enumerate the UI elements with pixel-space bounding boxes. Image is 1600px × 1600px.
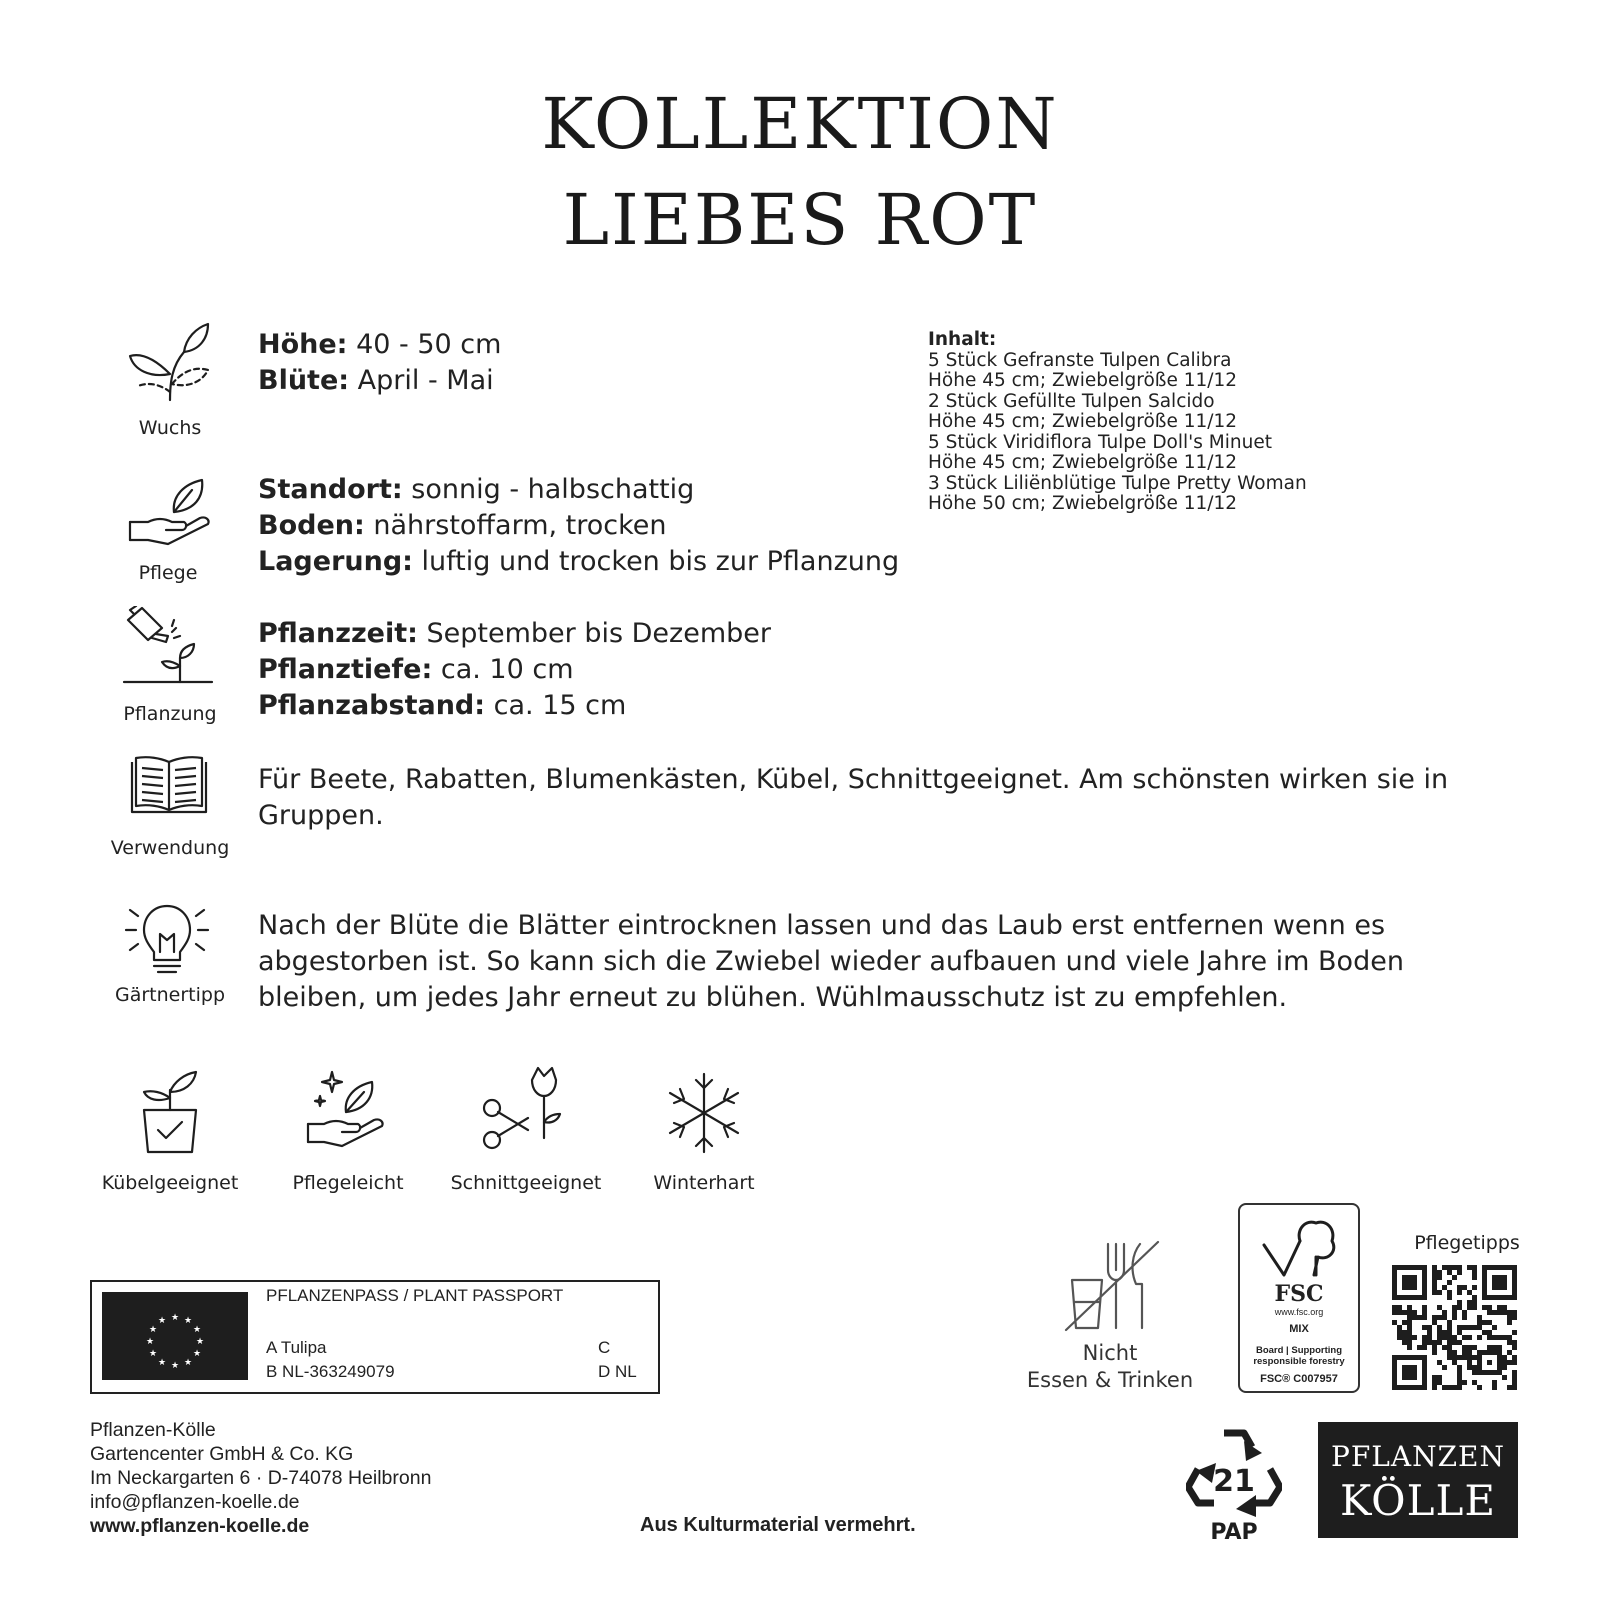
svg-text:★: ★ (145, 1337, 155, 1347)
feature-label-kuebelgeeignet: Kübelgeeignet (101, 1172, 239, 1194)
qr-code-icon[interactable] (1392, 1265, 1517, 1390)
attribute-line: Boden: nährstoffarm, trocken (258, 510, 667, 541)
pflanzen-koelle-logo (1318, 1422, 1518, 1538)
hand-sparkle-leaf-icon (306, 1070, 384, 1150)
attributes-wuchs (258, 327, 501, 399)
svg-text:★: ★ (195, 1337, 205, 1347)
title-line-2: LIEBES ROT (562, 179, 1038, 261)
passport-d: D NL (598, 1362, 637, 1381)
passport-c: C (598, 1338, 611, 1357)
company-address (90, 1418, 431, 1538)
inhalt-line: 3 Stück Liliënblütige Tulpe Pretty Woman (928, 472, 1307, 494)
feature-label-winterhart: Winterhart (653, 1172, 755, 1194)
not-food-label (1020, 1340, 1200, 1394)
text-line: Gruppen. (258, 800, 384, 831)
attribute-line: Höhe: 40 - 50 cm (258, 329, 502, 360)
fsc-brand: FSC (1274, 1281, 1324, 1307)
svg-text:★: ★ (192, 1349, 202, 1359)
text-line: bleiben, um jedes Jahr erneut zu blühen. Wühlmausschutz ist zu empfehlen. (258, 982, 1288, 1013)
pot-check-icon (140, 1070, 200, 1154)
fsc-code: FSC® C007957 (1260, 1373, 1338, 1385)
address-line: Pflanzen-Kölle (90, 1419, 216, 1441)
attribute-line: Blüte: April - Mai (258, 365, 494, 396)
snowflake-icon (666, 1072, 742, 1154)
book-icon (130, 756, 208, 818)
lightbulb-icon (124, 900, 210, 976)
svg-text:★: ★ (170, 1313, 180, 1323)
attribute-line: Pflanzzeit: September bis Dezember (258, 618, 771, 649)
svg-text:★: ★ (148, 1349, 158, 1359)
fsc-label (1238, 1203, 1360, 1393)
svg-text:★: ★ (192, 1325, 202, 1335)
passport-b: B NL-363249079 (266, 1362, 395, 1381)
logo-line-1: PFLANZEN (1331, 1440, 1505, 1473)
attribute-line: Pflanzabstand: ca. 15 cm (258, 690, 627, 721)
qr-label: Pflegetipps (1414, 1232, 1520, 1254)
attribute-line: Lagerung: luftig und trocken bis zur Pflanzung (258, 546, 900, 577)
inhalt-line: Höhe 50 cm; Zwiebelgröße 11/12 (928, 493, 1238, 514)
section-label-wuchs: Wuchs (138, 417, 202, 439)
plant-passport (90, 1280, 660, 1394)
attribute-line: Standort: sonnig - halbschattig (258, 474, 695, 505)
website-link[interactable]: www.pflanzen-koelle.de (90, 1515, 310, 1537)
verwendung-text (258, 762, 1448, 834)
svg-text:★: ★ (183, 1358, 193, 1368)
svg-text:★: ★ (148, 1325, 158, 1335)
recycling-number: 21 (1213, 1464, 1255, 1499)
fsc-url: www.fsc.org (1274, 1307, 1324, 1317)
text-line: Für Beete, Rabatten, Blumenkästen, Kübel, Schnittgeeignet. Am schönsten wirken sie in (258, 764, 1449, 795)
logo-line-2: KÖLLE (1339, 1476, 1497, 1525)
inhalt-heading: Inhalt: (928, 329, 997, 350)
inhalt-line: Höhe 45 cm; Zwiebelgröße 11/12 (928, 370, 1238, 391)
fsc-tree-icon (1260, 1217, 1340, 1281)
text-line: abgestorben ist. So kann sich die Zwiebel wieder aufbauen und viele Jahre im Boden (258, 946, 1404, 977)
text-line: Nach der Blüte die Blätter eintrocknen lassen und das Laub erst entfernen wenn es (258, 910, 1386, 941)
svg-text:★: ★ (157, 1316, 167, 1326)
inhalt-line: Höhe 45 cm; Zwiebelgröße 11/12 (928, 452, 1238, 473)
feature-label-schnittgeeignet: Schnittgeeignet (450, 1172, 602, 1194)
gaertnertipp-text (258, 908, 1404, 1016)
not-food-icon (1062, 1240, 1162, 1332)
recycling-pap-icon (1186, 1425, 1282, 1543)
eu-flag-icon (102, 1292, 248, 1380)
inhalt-line: 2 Stück Gefüllte Tulpen Salcido (928, 390, 1215, 412)
inhalt-list (928, 330, 1307, 515)
attributes-pflege (258, 472, 899, 580)
passport-a: A Tulipa (266, 1338, 327, 1357)
inhalt-line: 5 Stück Viridiflora Tulpe Doll's Minuet (928, 431, 1272, 453)
address-line: Im Neckargarten 6 · D-74078 Heilbronn (90, 1467, 432, 1489)
hand-leaf-icon (128, 478, 210, 550)
email-link[interactable]: info@pflanzen-koelle.de (90, 1491, 300, 1513)
section-label-pflege: Pflege (138, 562, 198, 584)
attribute-line: Pflanztiefe: ca. 10 cm (258, 654, 574, 685)
passport-heading: PFLANZENPASS / PLANT PASSPORT (266, 1286, 564, 1305)
not-food-line: Nicht (1082, 1341, 1138, 1365)
feature-label-pflegeleicht: Pflegeleicht (292, 1172, 404, 1194)
address-line: Gartencenter GmbH & Co. KG (90, 1443, 354, 1465)
not-food-line: Essen & Trinken (1026, 1368, 1194, 1392)
attributes-pflanzung (258, 616, 771, 724)
section-label-pflanzung: Pflanzung (123, 703, 217, 725)
scissors-tulip-icon (480, 1066, 566, 1156)
title-line-1: KOLLEKTION (541, 83, 1059, 165)
fsc-mix: MIX (1289, 1323, 1309, 1335)
sprout-icon (128, 322, 210, 402)
section-label-verwendung: Verwendung (110, 837, 230, 859)
svg-text:★: ★ (183, 1316, 193, 1326)
recycling-label: PAP (1210, 1520, 1258, 1543)
section-label-gaertnertipp: Gärtnertipp (114, 984, 226, 1006)
watering-can-icon (122, 606, 214, 686)
fsc-desc-1: Board | Supporting (1255, 1345, 1343, 1356)
inhalt-line: Höhe 45 cm; Zwiebelgröße 11/12 (928, 411, 1238, 432)
svg-text:★: ★ (157, 1358, 167, 1368)
inhalt-line: 5 Stück Gefranste Tulpen Calibra (928, 349, 1232, 371)
kultur-note: Aus Kulturmaterial vermehrt. (640, 1514, 916, 1536)
svg-text:★: ★ (170, 1361, 180, 1371)
fsc-desc-2: responsible forestry (1253, 1356, 1345, 1367)
